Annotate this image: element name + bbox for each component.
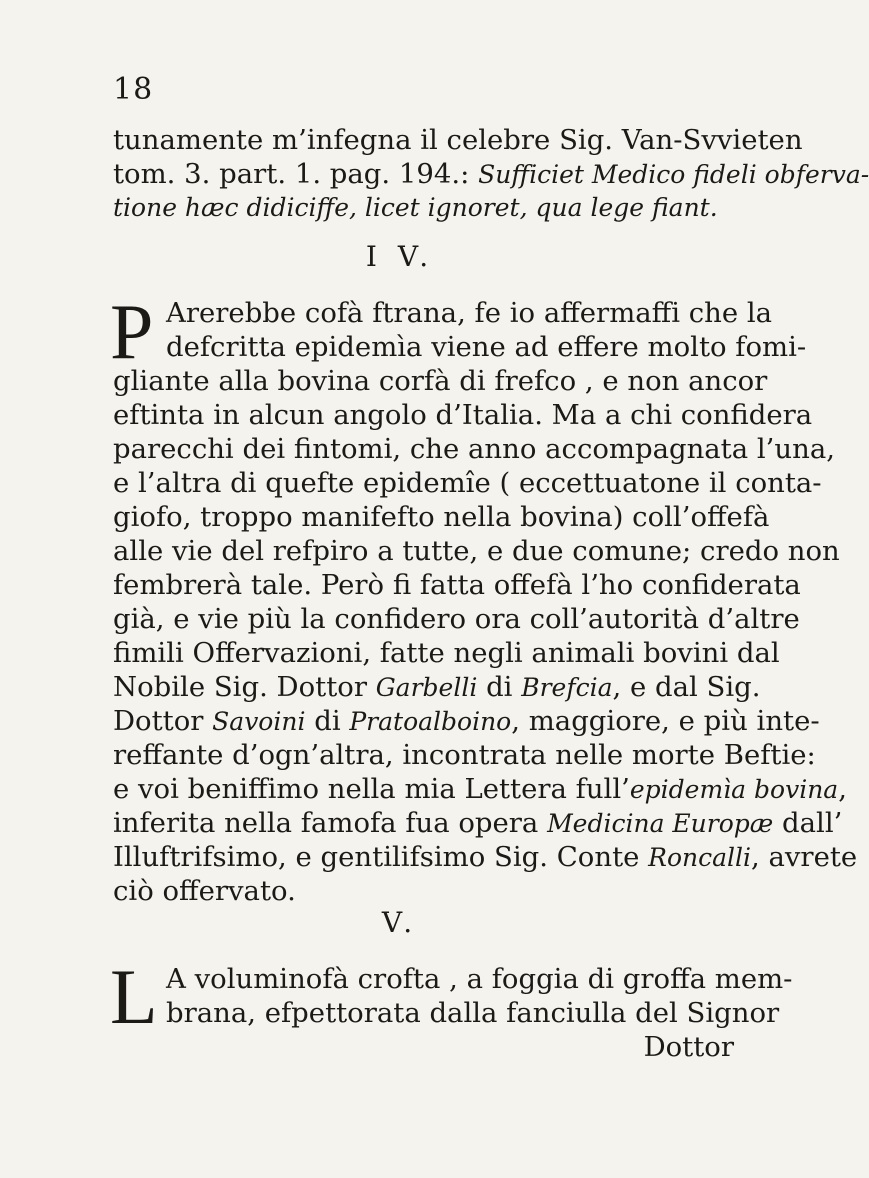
text-line: parecchi dei fintomi, che anno accompagnata l’una,	[113, 433, 835, 465]
text-line: reffante d’ogn’altra, incontrata nelle morte Beftie:	[113, 739, 816, 771]
section-heading-v: V.	[381, 906, 419, 939]
text-line: brana, efpettorata dalla fanciulla del Signor	[166, 997, 780, 1029]
name-garbelli: Garbelli	[375, 673, 478, 702]
text-line	[113, 704, 820, 739]
text-line: già, e vie più la confidero ora coll’autorità d’altre	[113, 603, 800, 635]
text-line: e l’altra di quefte epidemîe ( eccettuatone il conta-	[113, 467, 822, 499]
text-line	[113, 840, 857, 875]
text-line: gliante alla bovina corfà di frefco , e non ancor	[113, 365, 768, 397]
text-line: giofo, troppo manifefto nella bovina) coll’offefà	[113, 501, 770, 533]
place-brescia: Brefcia	[521, 673, 613, 702]
text-run: ,	[838, 773, 847, 805]
text-line	[113, 670, 761, 705]
title-medicina-europae: Medicina Europæ	[547, 809, 774, 838]
text-line: A voluminofà crofta , a foggia di groffa mem-	[166, 963, 793, 995]
drop-cap-l: L	[110, 953, 158, 1040]
drop-cap-p: P	[110, 288, 154, 375]
section-heading-iv: I V.	[365, 240, 435, 273]
text-line: fembrerà tale. Però fi fatta offefà l’ho confiderata	[113, 569, 801, 601]
text-line: Arerebbe cofà ftrana, fe io affermaffi che la	[166, 297, 773, 329]
text-line: tunamente m’infegna il celebre Sig. Van-Svvieten	[113, 124, 803, 156]
text-run: Dottor	[113, 705, 213, 737]
text-run: , e dal Sig.	[612, 671, 761, 703]
catchword: Dottor	[643, 1031, 734, 1063]
text-line	[113, 772, 847, 807]
text-line: tione hæc didiciffe, licet ignoret, qua lege fiant.	[113, 193, 718, 222]
text-line: eftinta in alcun angolo d’Italia. Ma a chi confidera	[113, 399, 813, 431]
text-run: inferita nella famofa fua opera	[113, 807, 548, 839]
text-run: , avrete	[751, 841, 858, 873]
citation-text: tom. 3. part. 1. pag. 194.:	[113, 158, 479, 190]
title-epidemia-bovina: epidemìa bovina	[629, 775, 839, 804]
text-line: ciò offervato.	[113, 875, 296, 907]
page-number: 18	[113, 72, 154, 107]
text-run: di	[305, 705, 350, 737]
text-run: , maggiore, e più inte-	[511, 705, 820, 737]
text-line	[113, 806, 842, 841]
name-savoini: Savoini	[212, 707, 306, 736]
text-run: Illuftrifsimo, e gentilifsimo Sig. Conte	[113, 841, 649, 873]
latin-quote: Sufficiet Medico fideli obferva-	[478, 160, 869, 189]
text-line: alle vie del refpiro a tutte, e due comune; credo non	[113, 535, 840, 567]
text-run: e voi beniffimo nella mia Lettera full’	[113, 773, 630, 805]
text-run: dall’	[773, 807, 843, 839]
text-line: defcritta epidemìa viene ad effere molto fomi-	[166, 331, 807, 363]
text-line	[113, 157, 869, 192]
place-pratoalboino: Pratoalboino	[349, 707, 512, 736]
text-line: fimili Offervazioni, fatte negli animali bovini dal	[113, 637, 780, 669]
text-run: Nobile Sig. Dottor	[113, 671, 376, 703]
text-run: di	[477, 671, 522, 703]
name-roncalli: Roncalli	[648, 843, 752, 872]
